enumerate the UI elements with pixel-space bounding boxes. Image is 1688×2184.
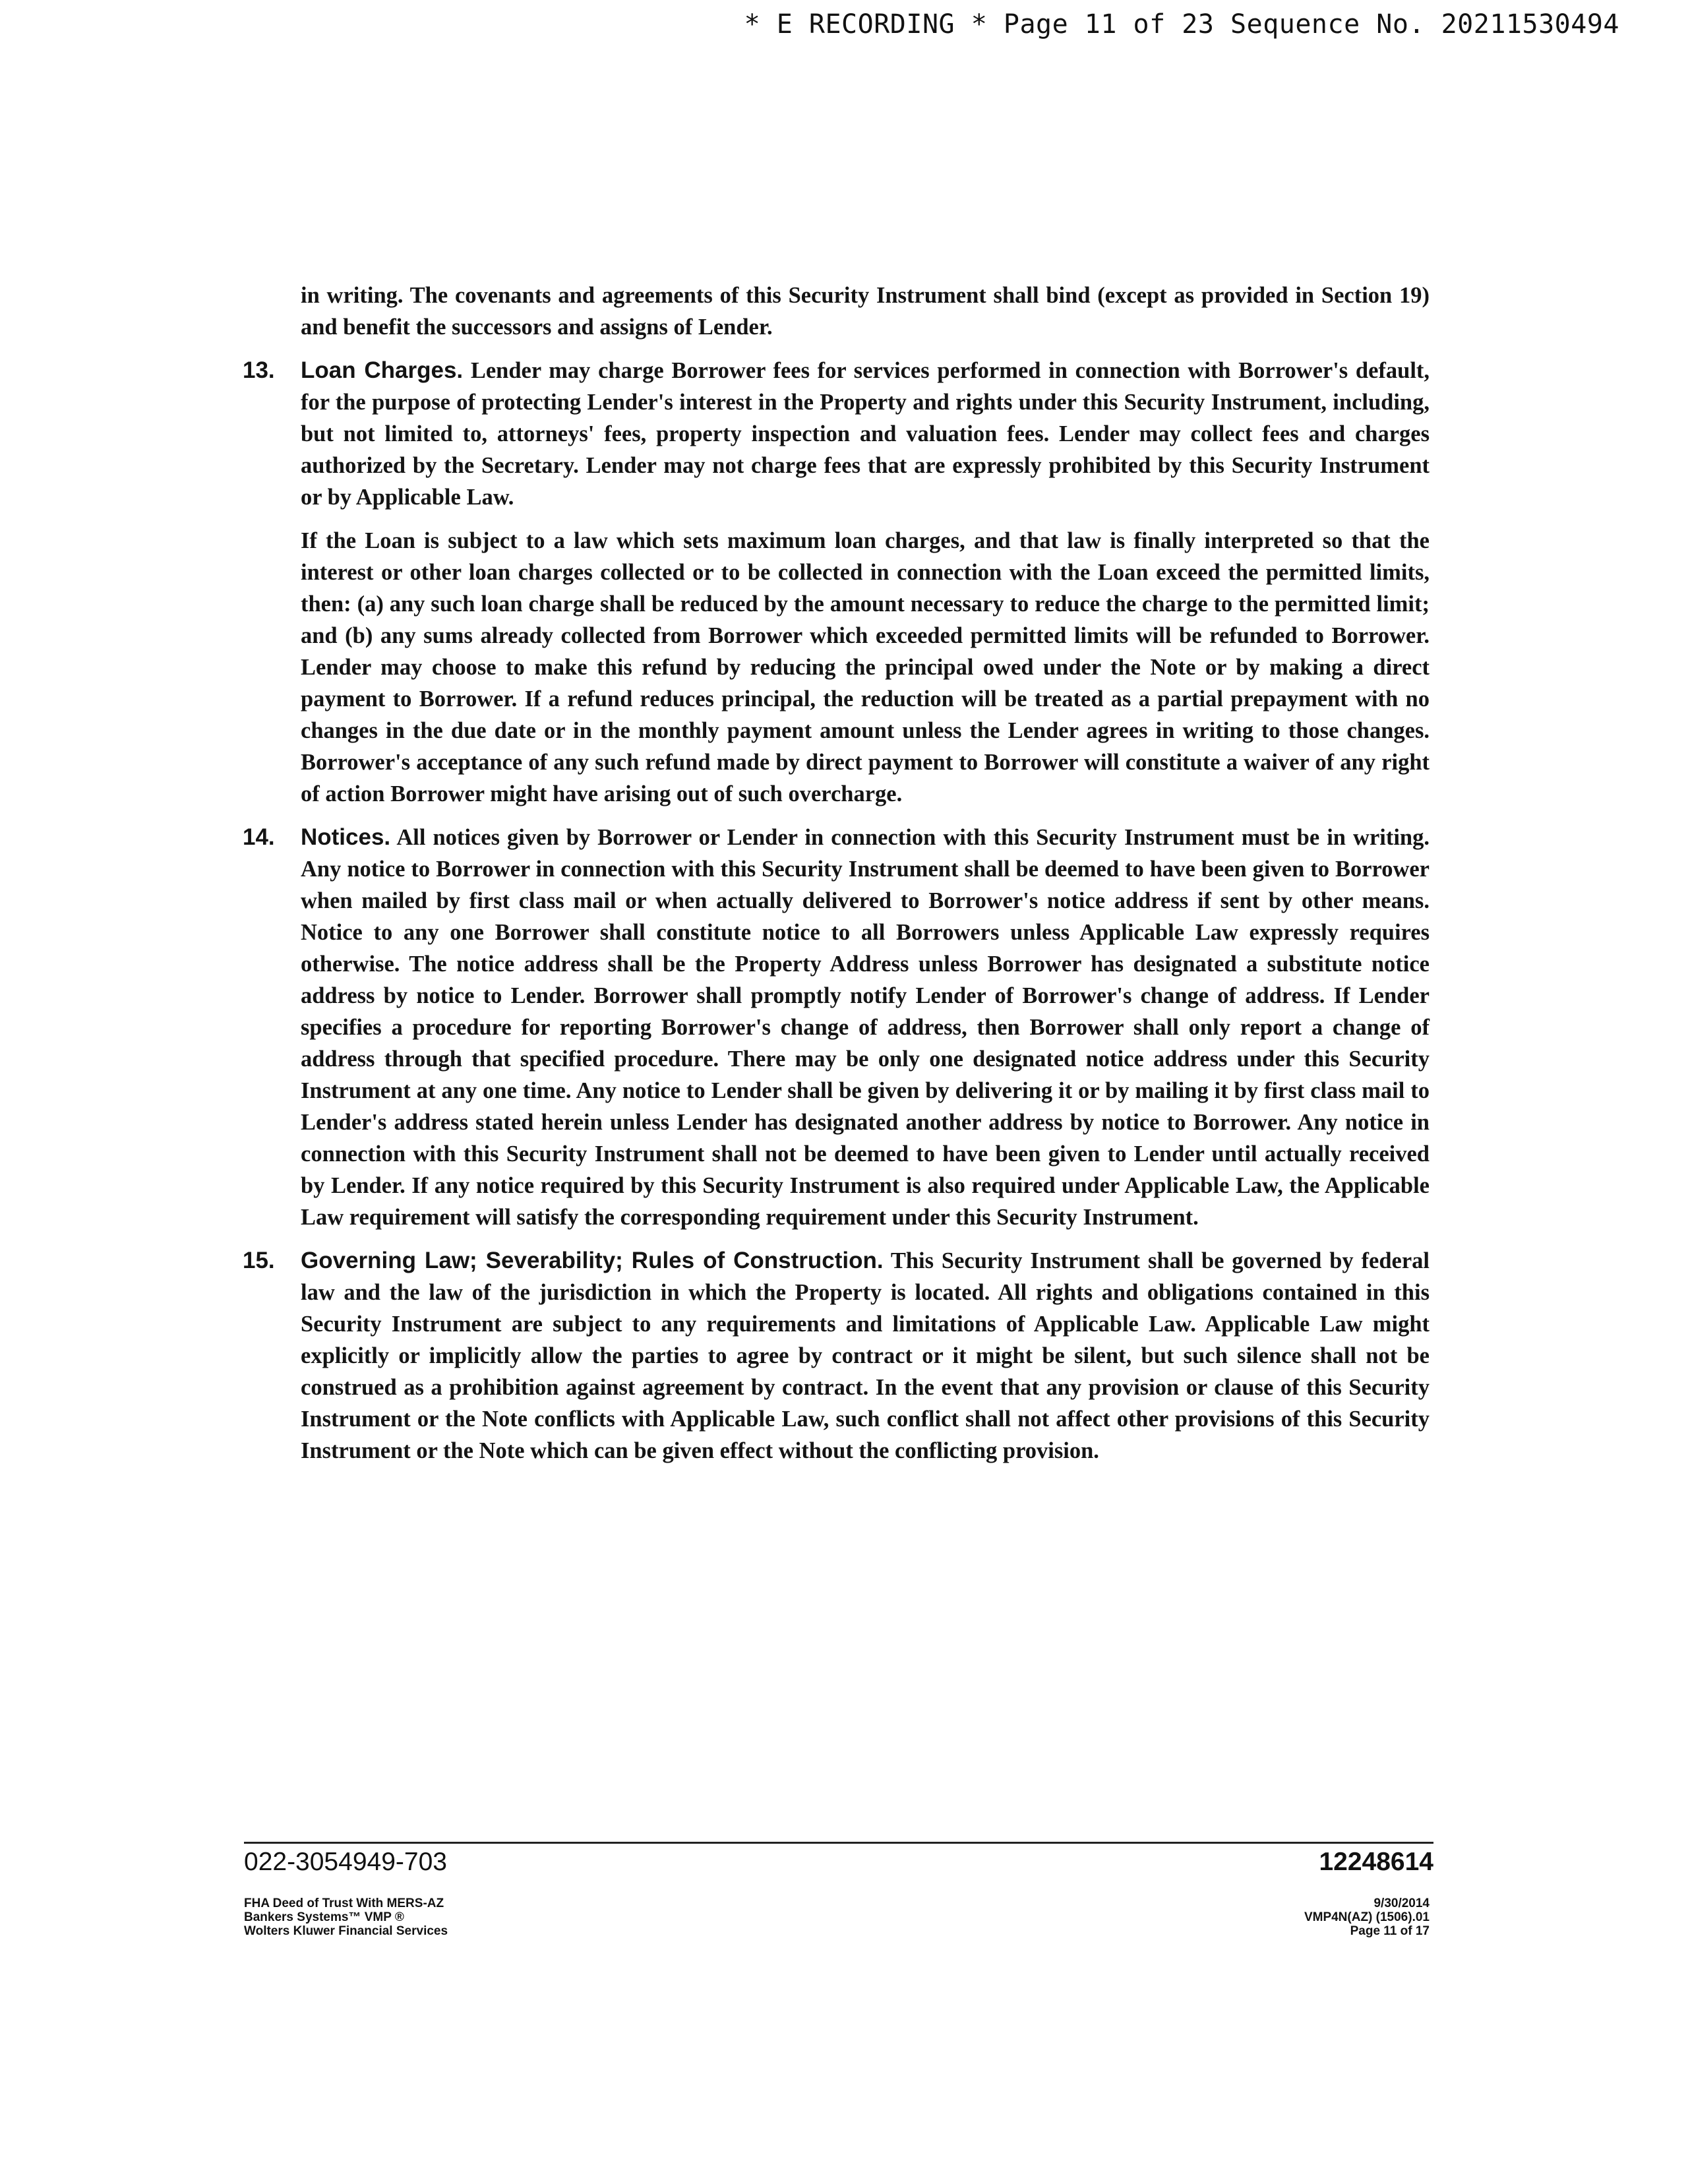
section-15-governing-law (243, 1245, 1430, 1467)
footer-page-number: Page 11 of 17 (1350, 1924, 1430, 1938)
section-paragraph: If the Loan is subject to a law which sets maximum loan charges, and that law is finally interpreted so that the interest or other loan charges collected or to be collected in connection with the Loan exceed the permitted limits, then: (a) any such loan charge shall be reduced by the amount necessary to reduce the charge to the permitted limit; and (b) any sums already collected from Borrower which exceeded permitted limits will be refunded to Borrower. Lender may choose to make this refund by reducing the principal owed under the Note or by making a direct payment to Borrower. If a refund reduces principal, the reduction will be treated as a partial prepayment with no changes in the due date or in the monthly payment amount unless the Lender agrees in writing to those changes. Borrower's acceptance of any such refund made by direct payment to Borrower will constitute a waiver of any right of action Borrower might have arising out of such overcharge. (301, 528, 1430, 806)
footer-form-info (244, 1896, 448, 1938)
section-number: 15. (243, 1248, 275, 1273)
section-text: Lender may charge Borrower fees for services performed in connection with Borrower's default, for the purpose of protecting Lender's interest in the Property and rights under this Security Instrument, including, but not limited to, attorneys' fees, property inspection and valuation fees. Lender may collect fees and charges authorized by the Secretary. Lender may not charge fees that are expressly prohibited by this Security Instrument or by Applicable Law. (301, 358, 1430, 510)
section-text: All notices given by Borrower or Lender in connection with this Security Instrument must be in writing. Any notice to Borrower in connection with this Security Instrument shall be deemed to have been given to Borrower when mailed by first class mail or when actually delivered to Borrower's notice address if sent by other means. Notice to any one Borrower shall constitute notice to all Borrowers unless Applicable Law expressly requires otherwise. The notice address shall be the Property Address unless Borrower has designated a substitute notice address by notice to Lender. Borrower shall promptly notify Lender of Borrower's change of address. If Lender specifies a procedure for reporting Borrower's change of address, then Borrower shall only report a change of address through that specified procedure. There may be only one designated notice address under this Security Instrument at any one time. Any notice to Lender shall be given by delivering it or by mailing it by first class mail to Lender's address stated herein unless Lender has designated another address by notice to Borrower. Any notice in connection with this Security Instrument shall not be deemed to have been given to Lender until actually received by Lender. If any notice required by this Security Instrument is also required under Applicable Law, the Applicable Law requirement will satisfy the corresponding requirement under this Security Instrument. (301, 825, 1430, 1230)
section-heading: Loan Charges. (301, 357, 464, 383)
section-14-notices (243, 822, 1430, 1233)
recording-header: * E RECORDING * Page 11 of 23 Sequence No. 20211530494 (744, 9, 1619, 40)
footer-form-title: FHA Deed of Trust With MERS-AZ (244, 1896, 444, 1910)
footer-publisher: Wolters Kluwer Financial Services (244, 1924, 448, 1938)
footer-form-code: VMP4N(AZ) (1506).01 (1304, 1910, 1430, 1924)
section-paragraph (301, 1245, 1430, 1467)
intro-paragraph: in writing. The covenants and agreements of this Security Instrument shall bind (except as provided in Section 19) and benefit the successors and assigns of Lender. (301, 283, 1430, 340)
section-paragraph (301, 355, 1430, 513)
section-13-loan-charges (243, 355, 1430, 810)
document-number: 12248614 (1319, 1848, 1433, 1876)
footer-form-meta (1304, 1896, 1430, 1938)
footer-date: 9/30/2014 (1373, 1896, 1430, 1910)
section-text: This Security Instrument shall be governed by federal law and the law of the jurisdiction in which the Property is located. All rights and obligations contained in this Security Instrument are subject to any requirements and limitations of Applicable Law. Applicable Law might explicitly or implicitly allow the parties to agree by contract or it might be silent, but such silence shall not be construed as a prohibition against agreement by contract. In the event that any provision or clause of this Security Instrument or the Note conflicts with Applicable Law, such conflict shall not affect other provisions of this Security Instrument or the Note which can be given effect without the conflicting provision. (301, 1248, 1430, 1463)
section-heading: Governing Law; Severability; Rules of Construction. (301, 1248, 884, 1273)
section-paragraph (301, 822, 1430, 1233)
footer-divider (244, 1842, 1433, 1844)
document-body (243, 280, 1430, 1467)
section-heading: Notices. (301, 824, 391, 850)
footer-vendor: Bankers Systems™ VMP ® (244, 1910, 404, 1924)
section-number: 13. (243, 357, 275, 383)
loan-number: 022-3054949-703 (244, 1848, 447, 1876)
section-number: 14. (243, 824, 275, 850)
